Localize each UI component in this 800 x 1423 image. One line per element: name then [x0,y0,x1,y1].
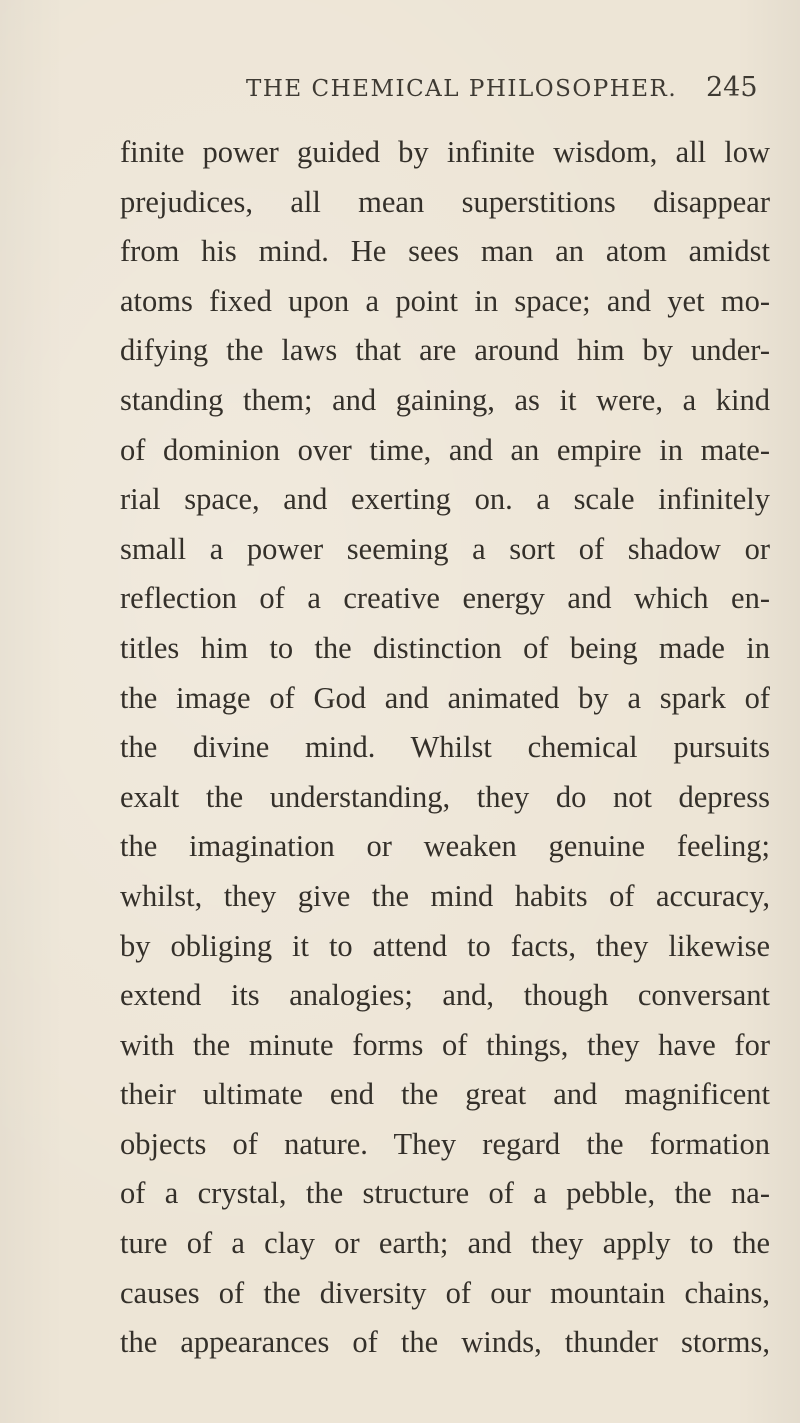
text-line: atoms fixed upon a point in space; and yet mo- [120,283,770,318]
text-line: the imagination or weaken genuine feeling; [120,829,770,864]
text-line: by obliging it to attend to facts, they likewise [120,928,770,963]
text-line: standing them; and gaining, as it were, a kind [120,382,770,417]
text-line: causes of the diversity of our mountain chains, [120,1275,770,1310]
body-text [120,128,770,1368]
running-head [0,72,800,116]
text-line: objects of nature. They regard the formation [120,1126,770,1161]
text-line: whilst, they give the mind habits of accuracy, [120,878,770,913]
text-line: the divine mind. Whilst chemical pursuits [120,730,770,765]
text-line: rial space, and exerting on. a scale infinitely [120,482,770,517]
text-line: ture of a clay or earth; and they apply to the [120,1226,770,1261]
text-line: the appearances of the winds, thunder storms, [120,1325,770,1360]
text-line: finite power guided by infinite wisdom, all low [120,135,770,169]
text-line: small a power seeming a sort of shadow or [120,531,770,566]
page-number: 245 [706,72,758,103]
text-line: reflection of a creative energy and which en- [120,581,770,616]
text-line: with the minute forms of things, they have for [120,1027,770,1062]
text-line: prejudices, all mean superstitions disappear [120,184,770,219]
text-line: from his mind. He sees man an atom amidst [120,234,770,269]
text-line: difying the laws that are around him by under- [120,333,770,368]
text-line: their ultimate end the great and magnificent [120,1077,770,1112]
text-line: extend its analogies; and, though conversant [120,978,770,1013]
running-title: THE CHEMICAL PHILOSOPHER. [246,76,678,102]
text-line: the image of God and animated by a spark of [120,680,770,715]
text-line: exalt the understanding, they do not depress [120,779,770,814]
text-line: of dominion over time, and an empire in mate- [120,432,770,467]
text-line: titles him to the distinction of being made in [120,630,770,665]
text-line: of a crystal, the structure of a pebble, the na- [120,1176,770,1211]
